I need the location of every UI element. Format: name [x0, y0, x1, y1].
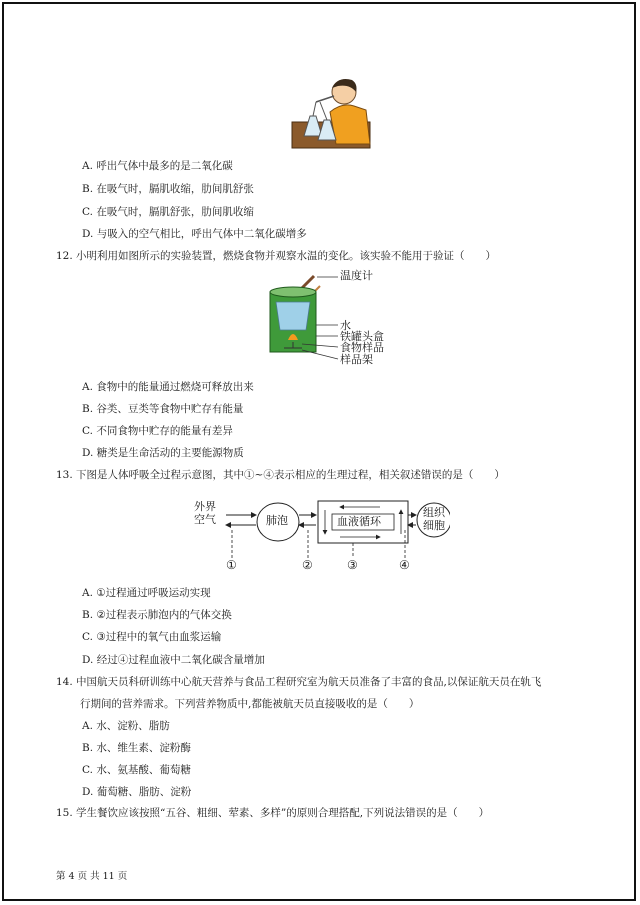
q11-option-d: D. 与吸入的空气相比，呼出气体中二氧化碳增多 [82, 228, 307, 240]
label-tin-can: 铁罐头盒 [340, 330, 384, 343]
q12-option-b: B. 谷类、豆类等食物中贮存有能量 [82, 403, 244, 415]
outside-air-label [194, 500, 216, 526]
q13-stem: 13. 下图是人体呼吸全过程示意图，其中①~④表示相应的生理过程，相关叙述错误的是（ ） [56, 469, 505, 481]
q14-stem-line2: 行期间的营养需求。下列营养物质中,都能被航天员直接吸收的是（ ） [80, 698, 420, 710]
q14-option-b: B. 水、维生素、淀粉酶 [82, 742, 191, 754]
q11-option-b: B. 在吸气时，膈肌收缩，肋间肌舒张 [82, 183, 254, 195]
alveoli-label: 肺泡 [266, 514, 288, 527]
process-mark-3: ③ [347, 558, 358, 572]
q13-option-c: C. ③过程中的氧气由血浆运输 [82, 631, 222, 643]
respiration-process-diagram [190, 490, 450, 576]
q14-option-c: C. 水、氨基酸、葡萄糖 [82, 764, 191, 776]
q14-option-a: A. 水、淀粉、脂肪 [82, 720, 170, 732]
q14-option-d: D. 葡萄糖、脂肪、淀粉 [82, 786, 192, 798]
q14-stem-line1: 14. 中国航天员科研训练中心航天营养与食品工程研究室为航天员准备了丰富的食品,以保证航天员在轨飞 [56, 676, 542, 688]
food-burning-apparatus-figure [262, 268, 402, 370]
label-food-sample: 食物样品 [340, 341, 384, 354]
q12-option-c: C. 不同食物中贮存的能量有差异 [82, 425, 233, 437]
outside-air-line2: 空气 [194, 513, 216, 526]
blood-circulation-label: 血液循环 [337, 515, 381, 528]
q15-stem: 15. 学生餐饮应该按照“五谷、粗细、荤素、多样”的原则合理搭配,下列说法错误的是（ ） [56, 807, 490, 819]
breathing-experiment-figure [290, 72, 372, 152]
label-sample-holder: 样品架 [340, 353, 373, 366]
q13-option-b: B. ②过程表示肺泡内的气体交换 [82, 609, 232, 621]
tissue-cells-line1: 组织 [423, 506, 445, 519]
q12-option-d: D. 糖类是生命活动的主要能源物质 [82, 447, 244, 459]
q12-stem: 12. 小明利用如图所示的实验装置，燃烧食物并观察水温的变化。该实验不能用于验证（ ） [56, 250, 497, 262]
label-water: 水 [340, 319, 351, 332]
process-mark-1: ① [226, 558, 237, 572]
q12-option-a: A. 食物中的能量通过燃烧可释放出来 [82, 381, 254, 393]
tissue-cells-label [423, 506, 445, 532]
label-thermometer: 温度计 [340, 269, 373, 282]
q13-option-a: A. ①过程通过呼吸运动实现 [82, 587, 211, 599]
tissue-cells-line2: 细胞 [423, 519, 445, 532]
process-mark-4: ④ [399, 558, 410, 572]
q13-option-d: D. 经过④过程血液中二氧化碳含量增加 [82, 654, 265, 666]
outside-air-line1: 外界 [194, 500, 216, 513]
q11-option-c: C. 在吸气时，膈肌舒张，肋间肌收缩 [82, 206, 254, 218]
q11-option-a: A. 呼出气体中最多的是二氧化碳 [82, 160, 233, 172]
page-footer: 第 4 页 共 11 页 [56, 871, 128, 882]
process-mark-2: ② [302, 558, 313, 572]
